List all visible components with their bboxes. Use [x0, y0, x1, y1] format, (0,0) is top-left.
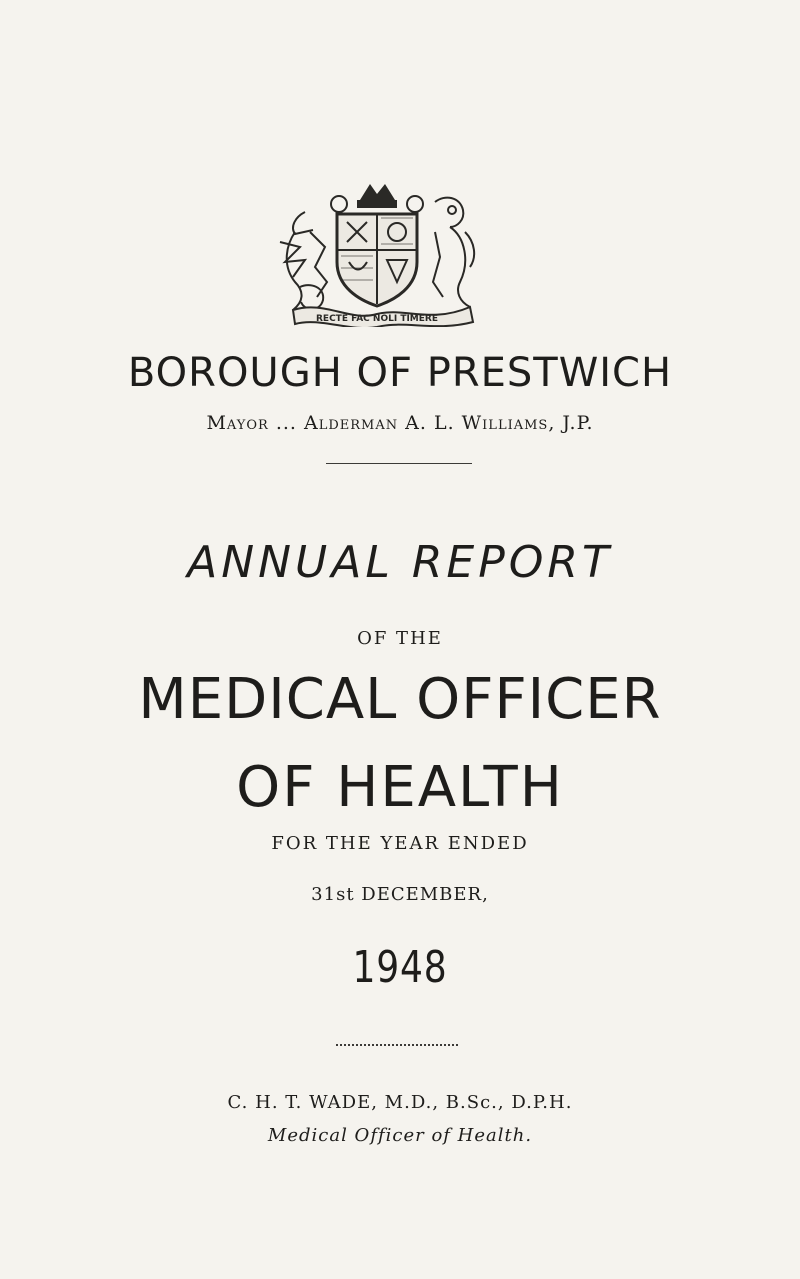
period-label: FOR THE YEAR ENDED: [271, 833, 529, 854]
period-date: 31st DECEMBER,: [311, 884, 489, 905]
report-title: ANNUAL REPORT: [187, 537, 613, 588]
borough-name: BOROUGH OF PRESTWICH: [127, 350, 673, 396]
author-name: C. H. T. WADE, M.D., B.Sc., D.P.H.: [227, 1092, 573, 1113]
of-the-text: OF THE: [357, 628, 443, 649]
coat-of-arms-icon: [265, 172, 490, 327]
report-year: 1948: [352, 942, 448, 993]
author-role: Medical Officer of Health.: [267, 1125, 533, 1146]
divider: [326, 463, 472, 464]
officer-title-line-2: OF HEALTH: [236, 755, 564, 820]
mayor-line: Mayor ... Alderman A. L. Williams, J.P.: [206, 412, 594, 434]
divider: [336, 1044, 458, 1046]
motto-text: RECTE FAC NOLI TIMERE: [316, 314, 438, 324]
officer-title-line-1: MEDICAL OFFICER: [138, 667, 662, 732]
